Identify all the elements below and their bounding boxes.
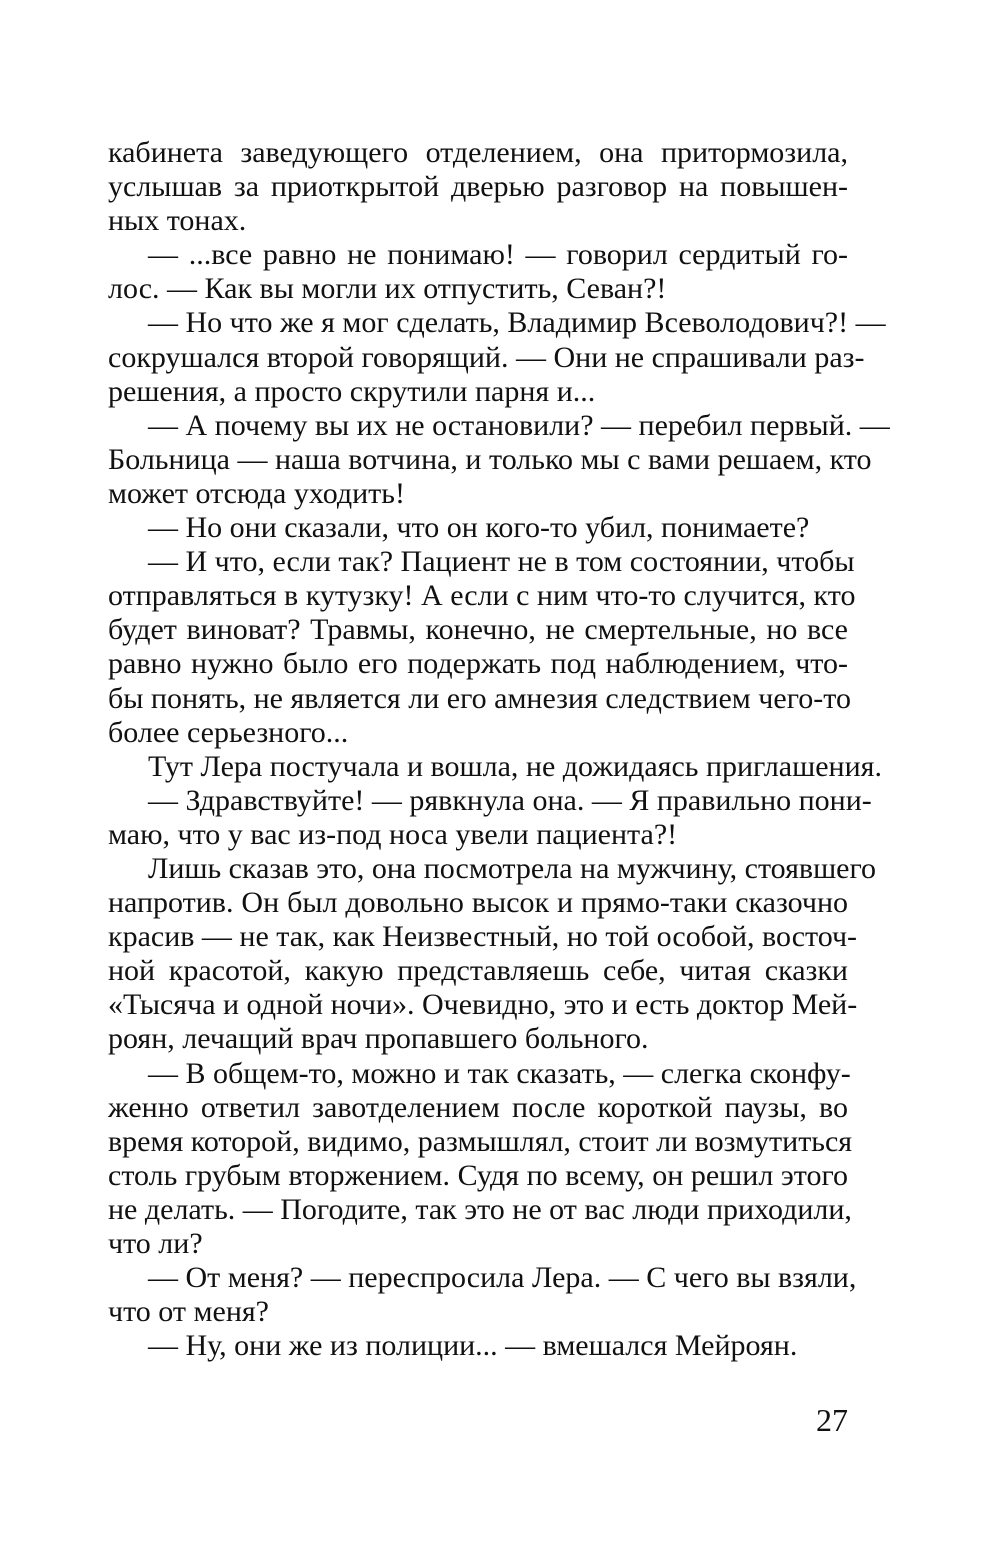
text-line: «Тысяча и одной ночи». Очевидно, это и есть доктор Мей- [108, 988, 858, 1022]
body-text [108, 136, 890, 1363]
text-line: не делать. — Погодите, так это не от вас люди приходили, [108, 1192, 852, 1226]
text-line: роян, лечащий врач пропавшего больного. [108, 1022, 649, 1056]
text-line: красив — не так, как Неизвестный, но той особой, восточ- [108, 920, 858, 954]
text-line: ной красотой, какую представляешь себе, читая сказки [108, 954, 848, 988]
text-line: Лишь сказав это, она посмотрела на мужчину, стоявшего [148, 851, 877, 885]
text-line: — Ну, они же из полиции... — вмешался Мейроян. [148, 1329, 798, 1363]
text-line: более серьезного... [108, 715, 349, 749]
text-line: может отсюда уходить! [108, 476, 405, 510]
text-line: время которой, видимо, размышлял, стоит ли возмутиться [108, 1124, 853, 1158]
text-line: — От меня? — переспросила Лера. — С чего вы взяли, [148, 1261, 857, 1295]
text-line: женно ответил завотделением после короткой паузы, во [108, 1090, 848, 1124]
text-line: Больница — наша вотчина, и только мы с вами решаем, кто [108, 442, 872, 476]
text-line: напротив. Он был довольно высок и прямо-таки сказочно [108, 886, 848, 920]
page-number: 27 [816, 1402, 848, 1438]
text-line: бы понять, не является ли его амнезия следствием чего-то [108, 681, 851, 715]
text-line: — Здравствуйте! — рявкнула она. — Я правильно пони- [148, 783, 872, 817]
text-line: — В общем-то, можно и так сказать, — слегка сконфу- [148, 1056, 851, 1090]
text-line: ных тонах. [108, 204, 247, 238]
text-line: отправляться в кутузку! А если с ним что-то случится, кто [108, 579, 856, 613]
text-line: будет виноват? Травмы, конечно, не смертельные, но все [108, 613, 848, 647]
text-line: — Но они сказали, что он кого-то убил, понимаете? [148, 511, 810, 545]
text-line: лос. — Как вы могли их отпустить, Севан?! [108, 272, 667, 306]
text-line: равно нужно было его подержать под наблюдением, что- [108, 647, 848, 681]
text-line: Тут Лера постучала и вошла, не дожидаясь приглашения. [148, 749, 882, 783]
text-line: что ли? [108, 1227, 203, 1260]
text-line: — А почему вы их не остановили? — перебил первый. — [148, 408, 890, 442]
text-line: услышав за приоткрытой дверью разговор на повышен- [108, 170, 848, 204]
text-line: — ...все равно не понимаю! — говорил сердитый го- [148, 238, 848, 272]
text-line: кабинета заведующего отделением, она притормозила, [108, 136, 848, 169]
text-line: сокрушался второй говорящий. — Они не спрашивали раз- [108, 340, 865, 374]
text-line: что от меня? [108, 1295, 269, 1329]
text-line: — И что, если так? Пациент не в том состоянии, чтобы [148, 545, 855, 579]
text-line: — Но что же я мог сделать, Владимир Всеволодович?! — [148, 306, 886, 340]
text-line: маю, что у вас из-под носа увели пациента?! [108, 817, 678, 851]
text-line: решения, а просто скрутили парня и... [108, 374, 596, 408]
text-line: столь грубым вторжением. Судя по всему, он решил этого [108, 1158, 848, 1192]
